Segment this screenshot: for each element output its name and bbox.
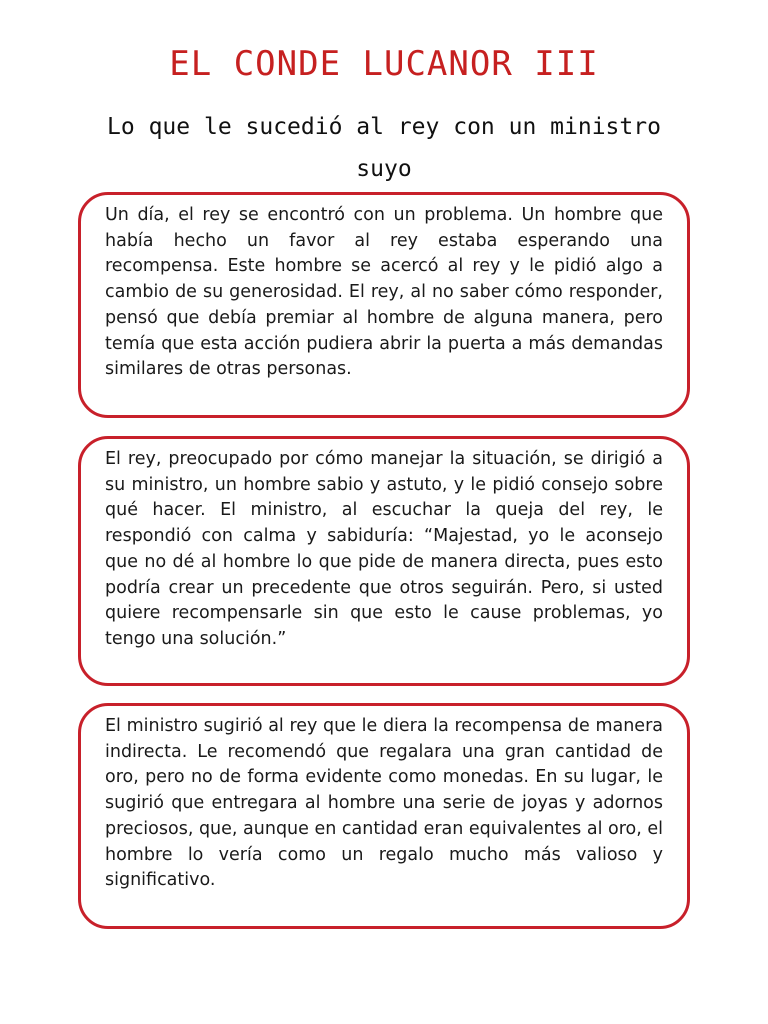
- text-box-2: [78, 436, 690, 686]
- paragraph-1: Un día, el rey se encontró con un problema. Un hombre que había hecho un favor al rey estaba esperando una recompensa. Este hombre se acercó al rey y le pidió algo a cambio de su generosidad. El rey, al no saber cómo responder, pensó que debía premiar al hombre de alguna manera, pero temía que esta acción pudiera abrir la puerta a más demandas similares de otras personas.: [105, 205, 663, 380]
- paragraph-2: El rey, preocupado por cómo manejar la situación, se dirigió a su ministro, un hombre sabio y astuto, y le pidió consejo sobre qué hacer. El ministro, al escuchar la queja del rey, le respondió con calma y sabiduría: “Majestad, yo le aconsejo que no dé al hombre lo que pide de manera directa, pues esto podría crear un precedente que otros seguirán. Pero, si usted quiere recompensarle sin que esto le cause problemas, yo tengo una solución.”: [105, 449, 663, 649]
- text-box-3: [78, 703, 690, 929]
- paragraph-3: El ministro sugirió al rey que le diera la recompensa de manera indirecta. Le recomendó que regalara una gran cantidad de oro, pero no de forma evidente como monedas. En su lugar, le sugirió que entregara al hombre una serie de joyas y adornos preciosos, que, aunque en cantidad eran equivalentes al oro, el hombre lo vería como un regalo mucho más valioso y significativo.: [105, 716, 663, 891]
- text-box-1: [78, 192, 690, 418]
- page-title: EL CONDE LUCANOR III: [169, 44, 599, 84]
- page-subtitle: Lo que le sucedió al rey con un ministro suyo: [107, 114, 661, 182]
